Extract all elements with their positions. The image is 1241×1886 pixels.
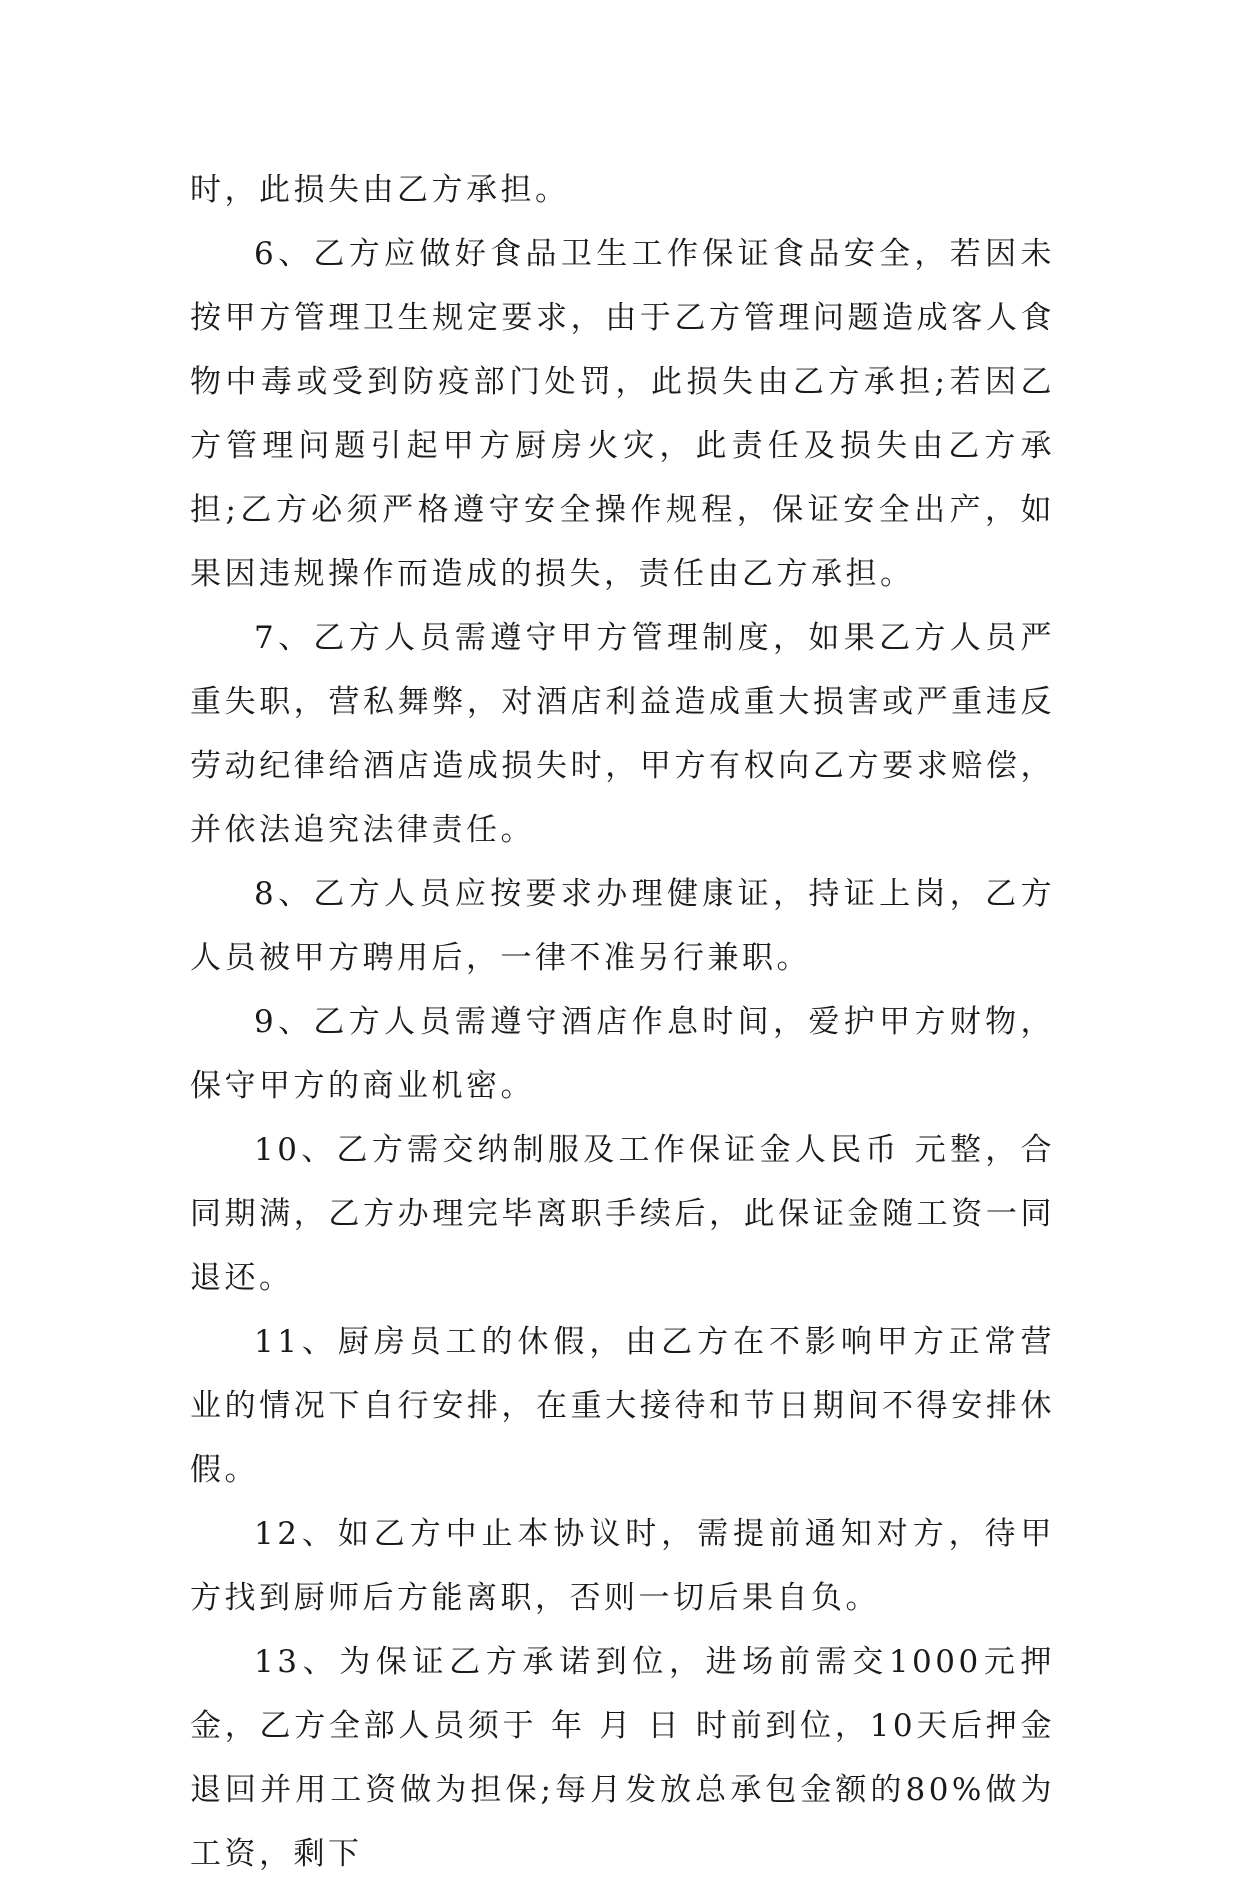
clause-13: 13、为保证乙方承诺到位，进场前需交1000元押金，乙方全部人员须于 年 月 日 时前到位，10天后押金退回并用工资做为担保;每月发放总承包金额的80%做为工资，剩下: [190, 1644, 1055, 1872]
paragraph-continuation: 时，此损失由乙方承担。: [190, 172, 570, 208]
clause-10: 10、乙方需交纳制服及工作保证金人民币 元整，合同期满，乙方办理完毕离职手续后，此保证金随工资一同退还。: [190, 1132, 1055, 1296]
clause-7: 7、乙方人员需遵守甲方管理制度，如果乙方人员严重失职，营私舞弊，对酒店利益造成重大损害或严重违反劳动纪律给酒店造成损失时，甲方有权向乙方要求赔偿，并依法追究法律责任。: [190, 620, 1055, 848]
clause-9: 9、乙方人员需遵守酒店作息时间，爱护甲方财物，保守甲方的商业机密。: [190, 1004, 1055, 1104]
clause-6: 6、乙方应做好食品卫生工作保证食品安全，若因未按甲方管理卫生规定要求，由于乙方管理问题造成客人食物中毒或受到防疫部门处罚，此损失由乙方承担;若因乙方管理问题引起甲方厨房火灾，此责任及损失由乙方承担;乙方必须严格遵守安全操作规程，保证安全出产，如果因违规操作而造成的损失，责任由乙方承担。: [190, 236, 1055, 592]
document-body: [190, 158, 1055, 1886]
clause-11: 11、厨房员工的休假，由乙方在不影响甲方正常营业的情况下自行安排，在重大接待和节日期间不得安排休假。: [190, 1324, 1055, 1488]
clause-8: 8、乙方人员应按要求办理健康证，持证上岗，乙方人员被甲方聘用后，一律不准另行兼职。: [190, 876, 1055, 976]
clause-12: 12、如乙方中止本协议时，需提前通知对方，待甲方找到厨师后方能离职，否则一切后果自负。: [190, 1516, 1055, 1616]
